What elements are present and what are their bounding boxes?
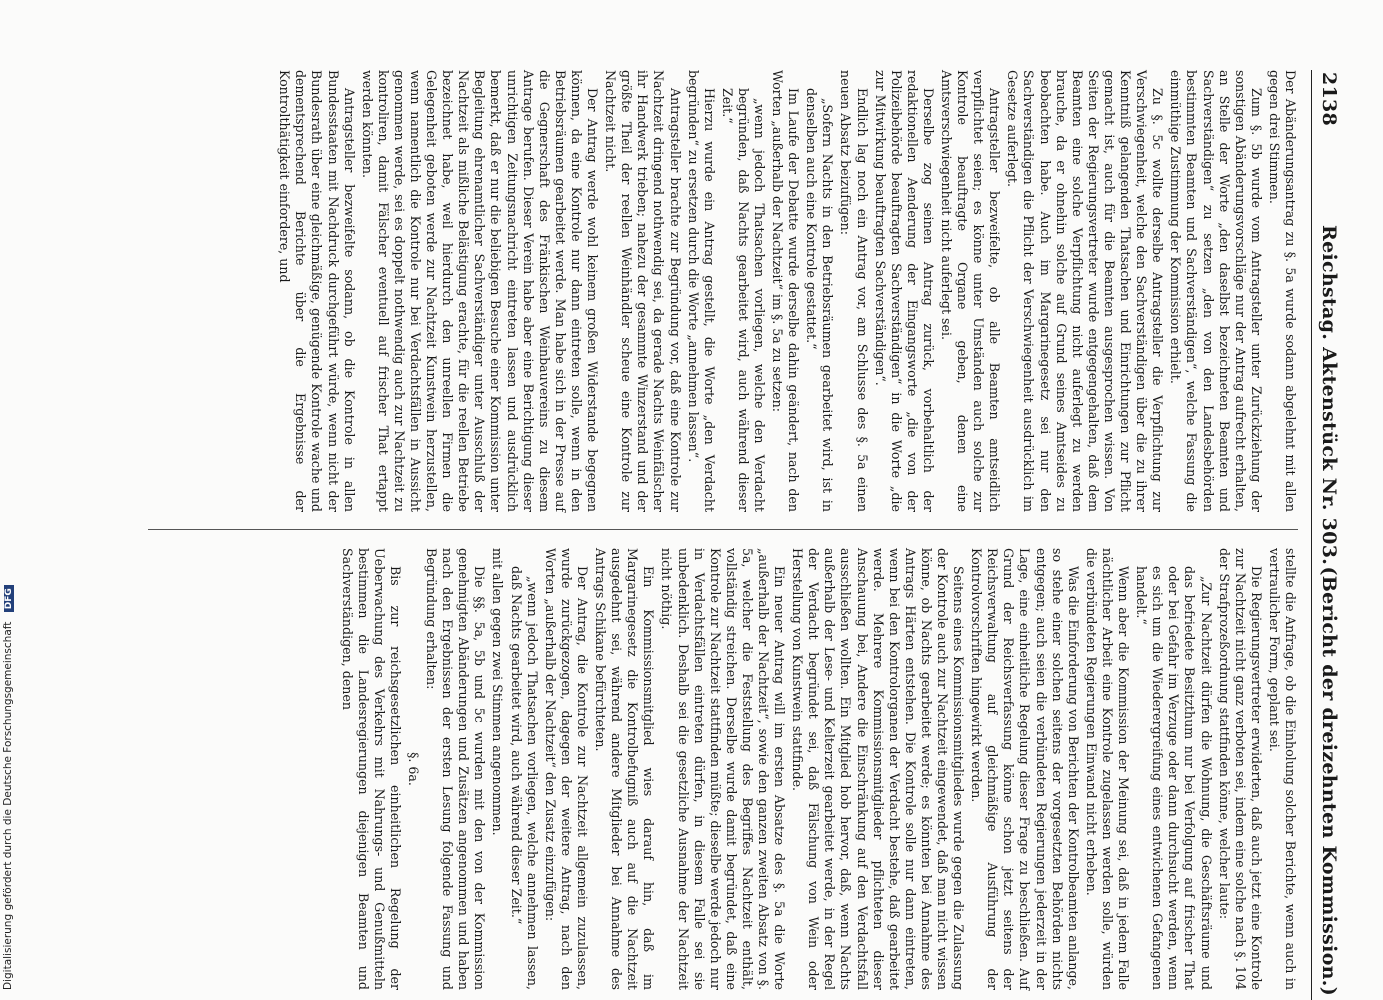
left-text-column <box>274 70 1298 512</box>
paragraph: Bis zur reichsgesetzlichen einheitlichen Regelung der Ueberwachung des Verkehrs mit Nahrungs- und Genußmitteln bestimmen die Landesregierungen diejenigen Beamten und Sachverständigen, denen <box>339 548 403 990</box>
column-divider <box>148 529 1298 530</box>
quoted-paragraph: „Sofern Nachts in den Betriebsräumen gearbeitet wird, ist in denselben auch eine Kontrole gestattet.“ <box>804 88 836 512</box>
page-header <box>1311 70 1340 1000</box>
section-heading: §. 6a. <box>406 752 422 786</box>
rotated-document-sheet <box>85 70 1340 1000</box>
paragraph: Zu §. 5c wollte derselbe Antragsteller die Verpflichtung zur Verschwiegenheit, welche den Sachverständigen über die zu ihrer Kenntniß gelangenden Thatsachen und Einrichtungen zur Pflicht gemacht ist, auch für die Beamten ausgesprochen wissen. Von Seiten der Regierungsvertreter wurde entgegengehalten, daß dem Beamten eine solche Verpflichtung nicht auferlegt zu werden brauche, da er ohnehin solche auf Grund seines Amtseides zu beobachten habe. Auch im Margarinegesetz sei nur den Sachverständigen die Pflicht der Verschwiegenheit ausdrücklich im Gesetze auferlegt. <box>1005 70 1166 512</box>
paragraph: Antragsteller bezweifelte sodann, ob die Kontrole in allen Bundesstaaten mit Nachdruck durchgeführt würde, wenn nicht der Bundesrath über eine gleichmäßige, genügende Kontrole wache und dementsprechend Berichte über die Ergebnisse der Kontrolthätigkeit einfordere, und <box>277 70 357 512</box>
quoted-paragraph: „wenn jedoch Thatsachen vorliegen, welche annehmen lassen, daß Nachts gearbeitet wird, auch während dieser Zeit.“ <box>508 566 540 990</box>
paragraph: Ein Kommissionsmitglied wies darauf hin, daß im Margarinegesetz die Kontrolbefugniß auch auf die Nachtzeit ausgedehnt sei, während andere Mitglieder bei Annahme des Antrags Schikane befürchteten. <box>593 548 657 990</box>
paragraph: Was die Einforderung von Berichten der Kontrolbeamten anlange, so stehe einer solchen seitens der vorgesetzten Behörden nichts entgegen; auch seien die verbündeten Regierungen jederzeit in der Lage, eine einheitliche Regelung dieser Frage zu beschließen. Auf Grund der Reichsverfassung könne schon jetzt seitens der Reichsverwaltung auf gleichmäßige Ausführung der Kontrolvorschriften hingewirkt werden. <box>969 548 1081 990</box>
paragraph: Ein neuer Antrag will im ersten Absatze des §. 5a die Worte „außerhalb der Nachtzeit“, sowie den ganzen zweiten Absatz von §. 5a, welcher die Feststellung des Begriffes Nachtzeit enthält, vollständig streichen. Derselbe wurde damit begründet, daß eine Kontrole zur Nachtzeit stattfinden müßte; dieselbe werde jedoch nur in Verdachtsfällen eintreten dürfen, in diesem Falle sei sie unbedenklich. Deshalb sei die gesetzliche Ausnahme der Nachtzeit nicht nöthig. <box>659 548 788 990</box>
paragraph: Seitens eines Kommissionsmitgliedes wurde gegen die Zulassung der Kontrole auch zur Nachtzeit eingewendet, daß man nicht wissen könne, ob Nachts gearbeitet werde; es könnten bei Annahme des Antrags Härten entstehen. Die Kontrole solle nur dann eintreten, wenn bei den Kontrolorganen der Verdacht bestehe, daß gearbeitet werde. Mehrere Kommissionsmitglieder pflichteten dieser Anschauung bei, Andere die Einschränkung auf den Verdachtsfall ausschließen wollten. Ein Mitglied hob hervor, daß, wenn Nachts außerhalb der Lese- und Kelterzeit gearbeitet werde, in der Regel der Verdacht begründet sei, daß Fälschung von Wein oder Herstellung von Kunstwein stattfinde. <box>790 548 967 990</box>
paragraph: Die §§. 5a, 5b und 5c wurden mit den von der Kommission genehmigten Abänderungen und Zusätzen angenommen und haben nach den Ergebnissen der ersten Lesung folgende Fassung und Begründung erhalten: <box>424 548 488 990</box>
paragraph: Der Antrag werde wohl keinem großen Widerstande begegnen können, da eine Kontrole nur dann eintreten solle, wenn in den Betriebsräumen gearbeitet werde. Man habe sich in der Presse auf die Gegnerschaft des Fränkischen Weinbauvereins zu diesem Antrage berufen. Dieser Verein habe aber eine Berichtigung dieser unrichtigen Zeitungsnachricht eintreten lassen und ausdrücklich bemerkt, daß er nur die beliebigen Besuche einer Kommission unter Begleitung ehrenamtlicher Sachverständiger unter Ausschluß der Nachtzeit als mißliche Belästigung erachte, für die reellen Betriebe bezeichnet habe, weil hierdurch den unreellen Firmen die Gelegenheit geboten werde zur Nachtzeit Kunstwein herzustellen, wenn namentlich die Kontrole nur bei Verdachtsfällen in Aussicht genommen werde, sei es doppelt nothwendig auch zur Nachtzeit zu kontroliren, damit Fälscher eventuell auf frischer That ertappt werden könnten. <box>359 70 601 512</box>
right-text-column <box>337 548 1298 990</box>
paragraph: Der Abänderungsantrag zu §. 5a wurde sodann abgelehnt mit allen gegen drei Stimmen. <box>1266 70 1298 512</box>
dfg-logo: DFG <box>4 585 14 612</box>
paragraph: Der Antrag, die Kontrole zur Nachtzeit allgemein zuzulassen, wurde zurückgezogen, dagegen der weitere Antrag, nach den Worten „außerhalb der Nachtzeit“ den Zusatz einzufügen: <box>542 548 590 990</box>
paragraph: Antragsteller bezweifelte, ob alle Beamten amtseidlich verpflichtet seien; es könne unter Umständen auch solche zur Kontrole beauftragte Organe geben, denen eine Amtsverschwiegenheit nicht auferlegt sei. <box>939 70 1003 512</box>
paragraph: Zum §. 5b wurde vom Antragsteller unter Zurückziehung der sonstigen Abänderungsvorschläge nur der Antrag aufrecht erhalten, an Stelle der Worte „den daselbst bezeichneten Beamten und Sachverständigen“ zu setzen „den von den Landesbehörden bestimmten Beamten und Sachverständigen“, welche Fassung die einmüthige Zustimmung der Kommission erhielt. <box>1168 70 1264 512</box>
paragraph: mit allen gegen zwei Stimmen angenommen. <box>490 548 506 836</box>
page-title: Reichstag. Aktenstück Nr. 303. <box>1318 225 1340 566</box>
paragraph: Wenn aber die Kommission der Meinung sei, daß in jedem Falle nächtlicher Arbeit eine Kontrole zugelassen werden solle, würden die verbündeten Regierungen Einwand nicht erheben. <box>1083 548 1132 990</box>
digitization-credit <box>2 10 18 990</box>
paragraph: Im Laufe der Debatte wurde derselbe dahin geändert, nach den Worten „außerhalb der Nachtzeit“ im §. 5a zu setzen: <box>770 70 802 512</box>
paragraph: Derselbe zog seinen Antrag zurück, vorbehaltlich der redaktionellen Aenderung der Eingangsworte „die von der Polizeibehörde beauftragten Sachverständigen“ in die Worte „die zur Mitwirkung beauftragten Sachverständigen“. <box>872 70 936 512</box>
page-number: 2138 <box>1318 72 1340 127</box>
paragraph: stellte die Anfrage, ob die Einholung solcher Berichte, wenn auch in vertraulicher Form, geplant sei. <box>1266 548 1298 990</box>
quoted-paragraph: „Zur Nachtzeit dürfen die Wohnung, die Geschäftsräume und das befriedete Besitzthum nur bei Verfolgung auf frischer That oder bei Gefahr im Verzuge oder dann durchsucht werden, wenn es sich um die Wiederergreifung eines entwichenen Gefangenen handelt.“ <box>1134 566 1214 990</box>
credit-text: Digitalisierung gefördert durch die Deutsche Forschungsgemeinschaft <box>2 621 14 990</box>
page-subtitle: (Bericht der dreizehnten Kommission.) <box>1318 566 1340 996</box>
paragraph: Endlich lag noch ein Antrag vor, am Schlusse des §. 5a einen neuen Absatz beizufügen: <box>838 70 870 512</box>
paragraph: Antragsteller brachte zur Begründung vor, daß eine Kontrole zur Nachtzeit dringend nothwendig sei, da gerade Nachts Weinfälscher ihr Handwerk trieben; nahezu der gesammte Winzerstand und der größte Theil der reellen Weinhändler scheue eine Kontrole zur Nachtzeit nicht. <box>603 70 683 512</box>
quoted-paragraph: „wenn jedoch Thatsachen vorliegen, welche den Verdacht begründen, daß Nachts gearbeitet wird, auch während dieser Zeit.“ <box>719 88 767 512</box>
paragraph: Die Regierungsvertreter erwiderten, daß auch jetzt eine Kontrole zur Nachtzeit nicht ganz verboten sei, indem eine solche nach §. 104 der Strafprozeßordnung stattfinden könne, welcher laute: <box>1216 548 1264 990</box>
paragraph: Hierzu wurde ein Antrag gestellt, die Worte „den Verdacht begründen“ zu ersetzen durch die Worte „annehmen lassen“. <box>685 70 717 512</box>
